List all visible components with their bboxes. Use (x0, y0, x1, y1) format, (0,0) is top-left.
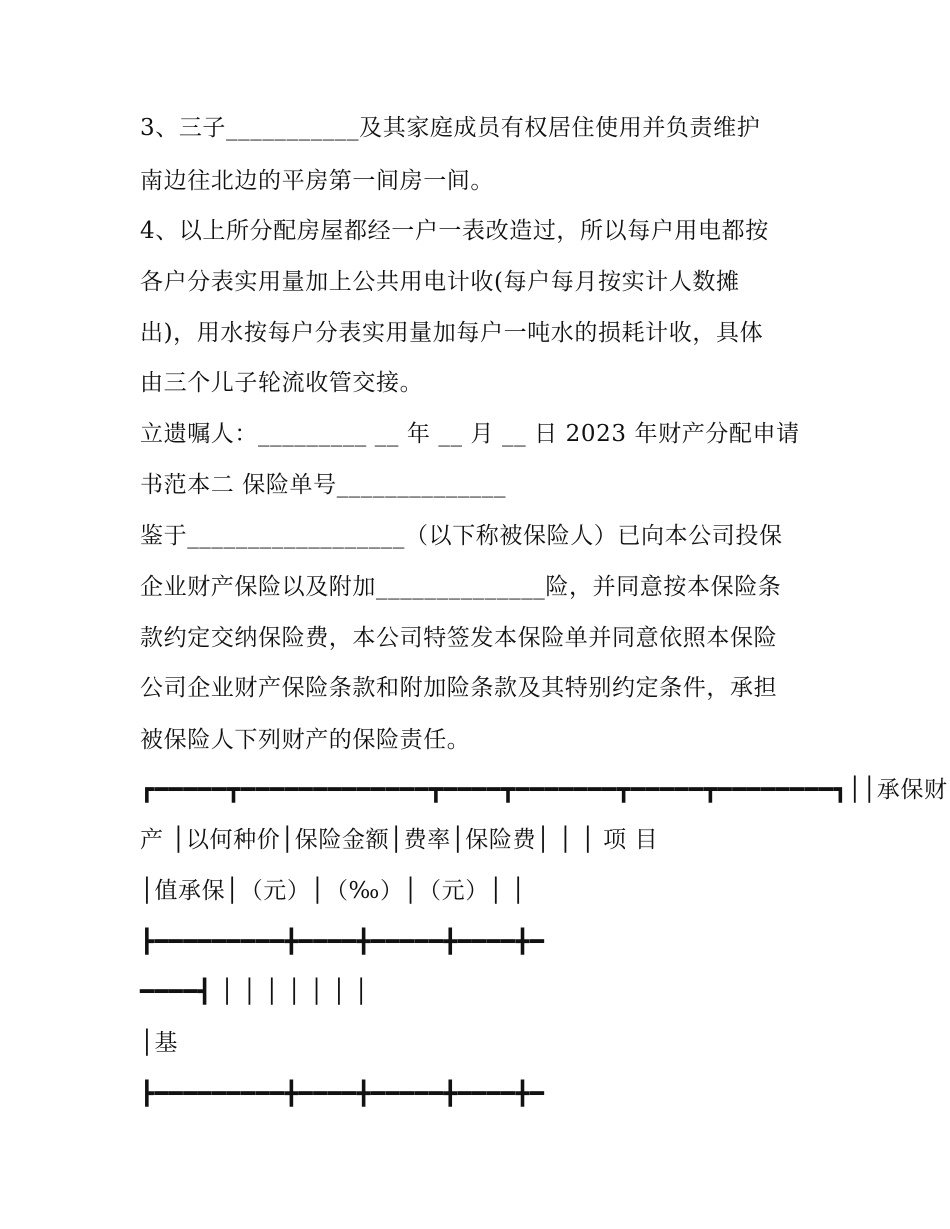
table-line-7: ┣━━━━━━━━━╋━━━━╋━━━━━╋━━━━╋━ (140, 1081, 545, 1107)
text-line-9: 鉴于__________________（以下称被保险人）已向本公司投保 (140, 523, 783, 549)
table-line-2: 产 │以何种价│保险金额│费率│保险费│ │ │ 项 目 (140, 827, 659, 853)
text-line-3: 4、以上所分配房屋都经一户一表改造过，所以每户用电都按 (140, 218, 769, 244)
text-line-5: 出)，用水按每户分表实用量加每户一吨水的损耗计收，具体 (140, 320, 764, 346)
text-line-12: 公司企业财产保险条款和附加险条款及其特别约定条件，承担 (140, 675, 778, 701)
text-line-1: 3、三子___________及其家庭成员有权居住使用并负责维护 (140, 115, 761, 141)
text-line-2: 南边往北边的平房第一间房一间。 (140, 168, 494, 194)
table-line-3: │值承保│（元）│（‰）│（元）│ │ (140, 878, 526, 904)
text-line-10: 企业财产保险以及附加______________险，并同意按本保险条 (140, 574, 782, 600)
text-line-6: 由三个儿子轮流收管交接。 (140, 370, 424, 396)
text-line-8: 书范本二 保险单号______________ (140, 472, 507, 498)
text-line-11: 款约定交纳保险费，本公司特签发本保险单并同意依照本保险 (140, 625, 778, 651)
table-line-1: ┏━━━━━┳━━━━━━━━━━━━━┳━━━━┳━━━━━━━┳━━━━━┳━━━━━━━━┓││承保财 (140, 777, 948, 803)
text-line-4: 各户分表实用量加上公共用电计收(每户每月按实计人数摊 (140, 269, 740, 295)
table-line-4: ┣━━━━━━━━━╋━━━━╋━━━━━╋━━━━╋━ (140, 929, 545, 955)
table-line-6: │基 (140, 1030, 179, 1056)
table-line-5: ━━━━┫ │ │ │ │ │ │ │ (140, 979, 369, 1005)
text-line-7: 立遗嘱人：_________ __ 年 __ 月 __ 日 2023 年财产分配申请 (140, 421, 800, 447)
text-line-13: 被保险人下列财产的保险责任。 (140, 727, 471, 753)
